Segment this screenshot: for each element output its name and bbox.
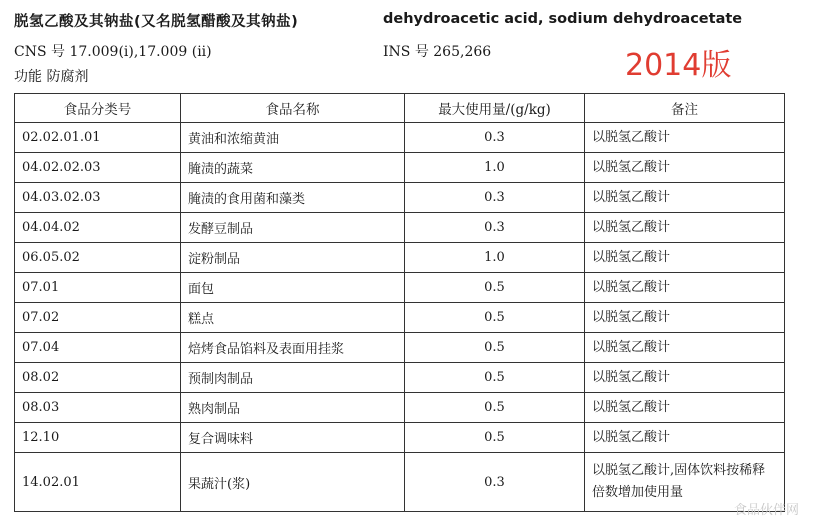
cell-code: 12.10: [15, 423, 181, 453]
cell-note: 以脱氢乙酸计: [585, 423, 785, 453]
cell-max: 0.5: [405, 363, 585, 393]
table-row: [15, 363, 785, 393]
cell-note: 以脱氢乙酸计: [585, 123, 785, 153]
cell-note: 以脱氢乙酸计: [585, 213, 785, 243]
table-row: [15, 243, 785, 273]
column-header-max: 最大使用量/(g/kg): [405, 94, 585, 123]
cns-number: CNS 号 17.009(i),17.009 (ii): [14, 44, 212, 60]
cell-note: 以脱氢乙酸计: [585, 243, 785, 273]
cell-max: 1.0: [405, 243, 585, 273]
cell-max: 0.5: [405, 333, 585, 363]
usage-table: [14, 93, 785, 512]
cell-code: 07.02: [15, 303, 181, 333]
table-row: [15, 423, 785, 453]
cell-code: 06.05.02: [15, 243, 181, 273]
cell-name: 腌渍的蔬菜: [181, 153, 405, 183]
cell-max: 0.5: [405, 273, 585, 303]
cell-max: 0.3: [405, 183, 585, 213]
table-row: [15, 153, 785, 183]
function-label: 功能 防腐剂: [14, 69, 89, 85]
title-chinese: 脱氢乙酸及其钠盐(又名脱氢醋酸及其钠盐): [14, 14, 299, 30]
cell-note: 以脱氢乙酸计,固体饮料按稀释倍数增加使用量: [585, 453, 785, 512]
cell-name: 焙烤食品馅料及表面用挂浆: [181, 333, 405, 363]
cell-code: 04.04.02: [15, 213, 181, 243]
cell-note: 以脱氢乙酸计: [585, 183, 785, 213]
cell-name: 熟肉制品: [181, 393, 405, 423]
column-header-name: 食品名称: [181, 94, 405, 123]
cell-name: 淀粉制品: [181, 243, 405, 273]
cell-max: 0.3: [405, 453, 585, 512]
column-header-code: 食品分类号: [15, 94, 181, 123]
cell-name: 果蔬汁(浆): [181, 453, 405, 512]
cell-name: 黄油和浓缩黄油: [181, 123, 405, 153]
cell-note: 以脱氢乙酸计: [585, 363, 785, 393]
cell-name: 复合调味料: [181, 423, 405, 453]
table-row: [15, 183, 785, 213]
watermark: 食品伙伴网: [733, 503, 799, 518]
table-row: [15, 393, 785, 423]
cell-name: 糕点: [181, 303, 405, 333]
table-row: [15, 123, 785, 153]
cell-code: 04.02.02.03: [15, 153, 181, 183]
cell-max: 1.0: [405, 153, 585, 183]
table-row: [15, 303, 785, 333]
cell-note: 以脱氢乙酸计: [585, 273, 785, 303]
table-row: [15, 453, 785, 512]
cell-name: 预制肉制品: [181, 363, 405, 393]
cell-code: 08.02: [15, 363, 181, 393]
table-row: [15, 333, 785, 363]
cell-code: 08.03: [15, 393, 181, 423]
cell-code: 02.02.01.01: [15, 123, 181, 153]
cell-note: 以脱氢乙酸计: [585, 393, 785, 423]
cell-max: 0.5: [405, 423, 585, 453]
table-row: [15, 213, 785, 243]
cell-max: 0.3: [405, 123, 585, 153]
cell-max: 0.5: [405, 393, 585, 423]
cell-code: 07.01: [15, 273, 181, 303]
cell-max: 0.5: [405, 303, 585, 333]
cell-code: 07.04: [15, 333, 181, 363]
cell-max: 0.3: [405, 213, 585, 243]
cell-name: 腌渍的食用菌和藻类: [181, 183, 405, 213]
ins-number: INS 号 265,266: [383, 44, 492, 60]
column-header-note: 备注: [585, 94, 785, 123]
title-english: dehydroacetic acid, sodium dehydroacetate: [383, 11, 743, 27]
cell-code: 04.03.02.03: [15, 183, 181, 213]
cell-note: 以脱氢乙酸计: [585, 333, 785, 363]
cell-code: 14.02.01: [15, 453, 181, 512]
cell-name: 面包: [181, 273, 405, 303]
cell-name: 发酵豆制品: [181, 213, 405, 243]
cell-note: 以脱氢乙酸计: [585, 303, 785, 333]
version-label: 2014版: [625, 48, 732, 83]
table-row: [15, 273, 785, 303]
cell-note: 以脱氢乙酸计: [585, 153, 785, 183]
table-header-row: [15, 94, 785, 123]
